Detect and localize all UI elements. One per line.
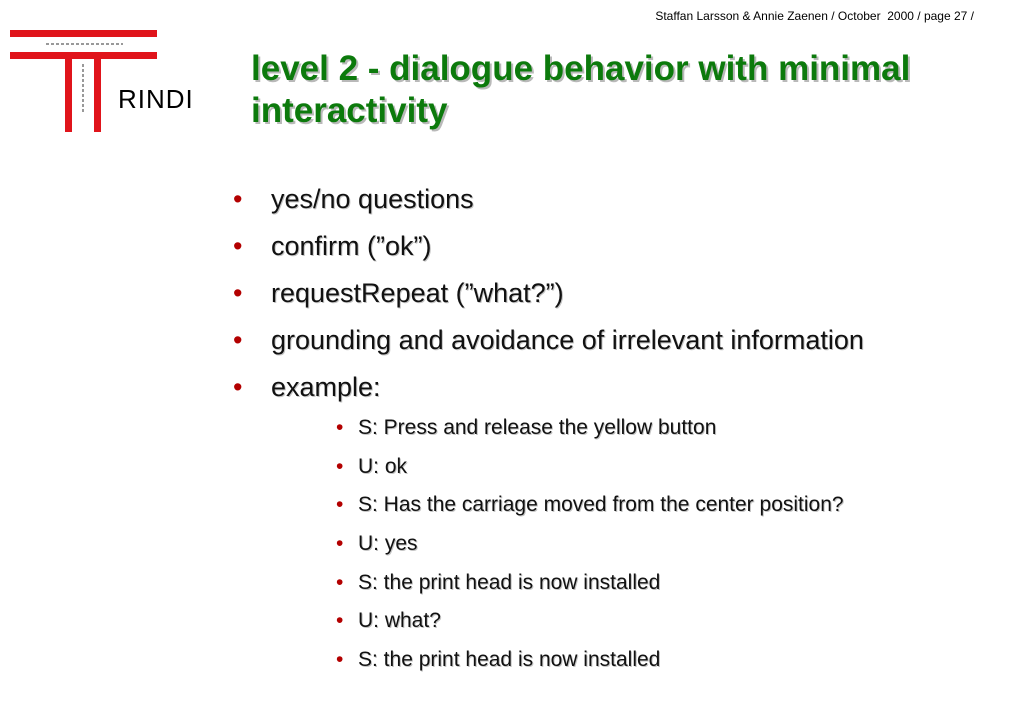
bullet-text: requestRepeat (”what?”)	[271, 278, 564, 308]
sub-bullet-icon: •	[336, 454, 344, 478]
list-item	[233, 227, 993, 274]
list-item	[336, 413, 996, 452]
trindi-logo	[8, 30, 208, 135]
list-item	[336, 606, 996, 645]
list-item	[233, 180, 993, 227]
bullet-text: grounding and avoidance of irrelevant information	[271, 325, 864, 355]
trindi-logo-mark-icon	[8, 30, 208, 135]
bullet-text: example:	[271, 372, 381, 402]
sub-bullet-text: U: yes	[358, 532, 418, 556]
bullet-icon: •	[233, 184, 243, 214]
bullet-icon: •	[233, 372, 243, 402]
list-item	[336, 568, 996, 607]
bullet-icon: •	[233, 278, 243, 308]
slide-title: level 2 - dialogue behavior with minimal interactivity	[251, 49, 911, 130]
sub-bullet-icon: •	[336, 493, 344, 517]
sub-bullet-text: S: the print head is now installed	[358, 648, 661, 672]
sub-bullet-icon: •	[336, 648, 344, 672]
sub-bullet-text: U: what?	[358, 609, 441, 633]
sub-bullet-icon: •	[336, 532, 344, 556]
bullet-icon: •	[233, 325, 243, 355]
logo-text: RINDI	[118, 84, 194, 114]
list-item	[336, 645, 996, 684]
list-item	[233, 274, 993, 321]
sub-bullet-text: U: ok	[358, 454, 408, 478]
bullet-text: yes/no questions	[271, 184, 474, 214]
sub-bullet-text: S: the print head is now installed	[358, 570, 661, 594]
sub-bullet-list	[336, 413, 996, 684]
bullet-text: confirm (”ok”)	[271, 231, 432, 261]
sub-bullet-icon: •	[336, 609, 344, 633]
list-item	[336, 490, 996, 529]
sub-bullet-icon: •	[336, 570, 344, 594]
list-item	[233, 368, 993, 415]
sub-bullet-text: S: Press and release the yellow button	[358, 416, 717, 439]
list-item	[336, 452, 996, 491]
list-item	[336, 529, 996, 568]
sub-bullet-text: S: Has the carriage moved from the center position?	[358, 493, 844, 517]
bullet-list	[233, 180, 993, 415]
bullet-icon: •	[233, 231, 243, 261]
sub-bullet-icon: •	[336, 416, 344, 439]
list-item	[233, 321, 993, 368]
header-credit: Staffan Larsson & Annie Zaenen / October 2000 / page 27 /	[655, 9, 974, 23]
